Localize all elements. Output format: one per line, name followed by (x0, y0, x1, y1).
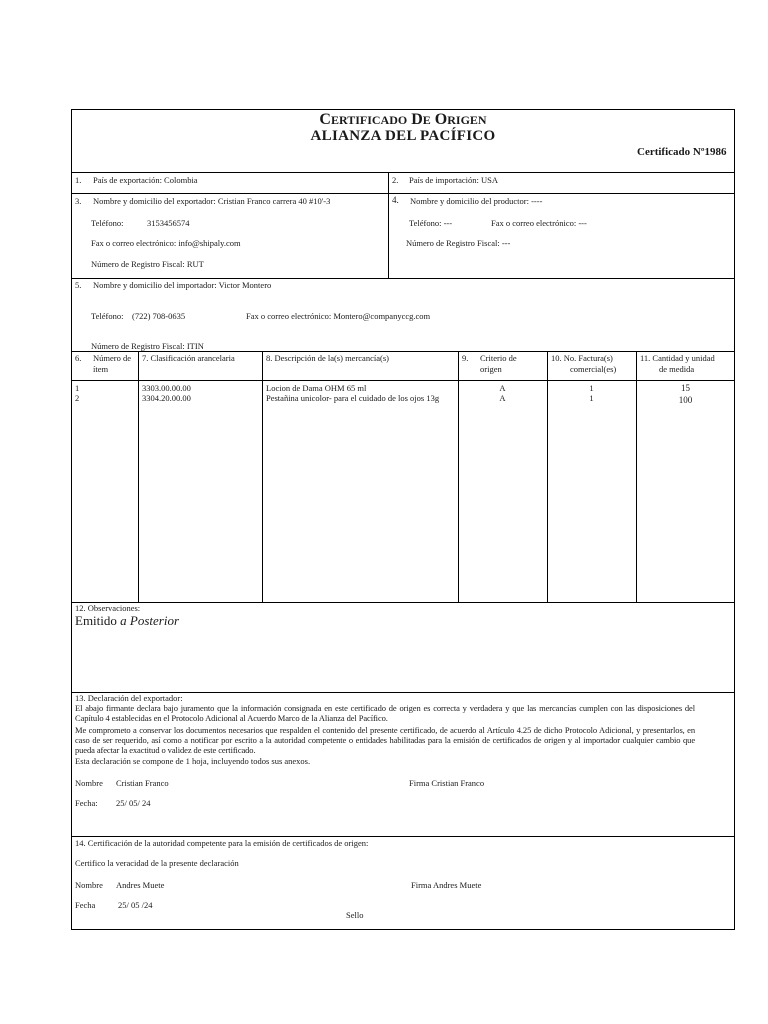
exporter-tax-id: Número de Registro Fiscal: RUT (91, 259, 204, 269)
row-2-invoice: 1 (589, 393, 594, 403)
observations-label: 12. Observaciones: (75, 603, 141, 613)
exporter-declaration-label: 13. Declaración del exportador: (75, 693, 183, 703)
producer-fax-email: Fax o correo electrónico: --- (491, 218, 587, 228)
col-quantity-label-2: de medida (659, 364, 695, 374)
certificate-number: Certificado Nº1986 (637, 146, 727, 158)
section-3-number: 3. (75, 196, 82, 206)
observations-value: Emitido a Posterior (75, 613, 180, 628)
section-5-number: 5. (75, 280, 82, 290)
row-2-description: Pestañina unicolor- para el cuidado de los ojos 13g (266, 393, 440, 403)
divider (71, 193, 735, 194)
authority-name-label: Nombre (75, 880, 103, 890)
col-criterion-label-2: origen (480, 364, 502, 374)
exporter-date-label: Fecha: (75, 798, 98, 808)
section-4-number: 4. (392, 195, 399, 205)
certificate-title: CERTIFICADO DE ORIGEN (319, 111, 487, 128)
exporter-phone-label: Teléfono: (91, 218, 124, 228)
importer-phone-label: Teléfono: (91, 311, 124, 321)
authority-date-label: Fecha (75, 900, 96, 910)
authority-date: 25/ 05 /24 (118, 900, 153, 910)
divider (388, 278, 735, 279)
row-2-criterion: A (499, 393, 506, 403)
authority-signature: Firma Andres Muete (411, 880, 482, 890)
row-1-item: 1 (75, 383, 80, 393)
exporter-signer-name: Cristian Franco (116, 778, 169, 788)
exporter-name-address: Nombre y domicilio del exportador: Cristian Franco carrera 40 #10'-3 (93, 196, 331, 206)
divider (71, 278, 388, 279)
col-item-label-1: Número de (93, 353, 132, 363)
importer-name-address: Nombre y domicilio del importador: Victor Montero (93, 280, 272, 290)
divider (71, 836, 735, 837)
exporter-fax-email: Fax o correo electrónico: info@shipaly.com (91, 238, 241, 248)
col-item-label-2: ítem (93, 364, 109, 374)
declaration-paragraph-2: Me comprometo a conservar los documentos necesarios que respalden el contenido del presente certificado, de acuerdo al Artículo 4.25 de dicho Protocolo Adicional, y presentarlos, en caso de ser requerido, así como a notificar por escrito a la autoridad competente o entidades habilitadas para la emisión de certificados de origen y al importador cualquier cambio que pueda afectar la exactitud o validez de este certificado. (75, 725, 695, 755)
declaration-paragraph-1: El abajo firmante declara bajo juramento que la información consignada en este certificado de origen es correcta y verdadera y que las mercancías cumplen con las disposiciones del Capítulo 4 establecidas en el Protocolo Adicional al Acuerdo Marco de la Alianza del Pacífico. (75, 703, 695, 723)
producer-tax-id: Número de Registro Fiscal: --- (406, 238, 511, 248)
importer-phone: (722) 708-0635 (132, 311, 186, 321)
producer-name-address: Nombre y domicilio del productor: ---- (410, 196, 543, 206)
section-1-number: 1. (75, 175, 82, 185)
col-description: 8. Descripción de la(s) mercancía(s) (266, 353, 389, 363)
col-quantity-label-1: 11. Cantidad y unidad (640, 353, 715, 363)
col-criterion-label-1: Criterio de (480, 353, 517, 363)
col-tariff: 7. Clasificación arancelaria (142, 353, 235, 363)
divider (388, 172, 389, 278)
exporter-signature: Firma Cristian Franco (409, 778, 485, 788)
col-invoice-label-2: comercial(es) (570, 364, 617, 374)
authority-certification-label: 14. Certificación de la autoridad competente para la emisión de certificados de origen: (75, 838, 369, 848)
producer-phone: Teléfono: --- (409, 218, 453, 228)
row-1-criterion: A (499, 383, 506, 393)
seal-label: Sello (346, 910, 364, 920)
certificate-subtitle: ALIANZA DEL PACÍFICO (310, 128, 496, 144)
col-item-number: 6. (75, 353, 82, 363)
import-country: País de importación: USA (409, 175, 499, 185)
authority-statement: Certifico la veracidad de la presente declaración (75, 858, 239, 868)
row-1-invoice: 1 (589, 383, 594, 393)
importer-fax-email: Fax o correo electrónico: Montero@companyccg.com (246, 311, 431, 321)
col-criterion-number: 9. (462, 353, 469, 363)
declaration-paragraph-3: Esta declaración se compone de 1 hoja, incluyendo todos sus anexos. (75, 756, 311, 766)
row-2-item: 2 (75, 393, 80, 403)
row-1-quantity: 15 (681, 383, 690, 393)
exporter-phone: 3153456574 (147, 218, 190, 228)
col-invoice-label-1: 10. No. Factura(s) (551, 353, 613, 363)
divider (71, 172, 735, 173)
row-2-quantity: 100 (678, 395, 693, 405)
export-country: País de exportación: Colombia (93, 175, 198, 185)
row-2-tariff: 3304.20.00.00 (142, 393, 191, 403)
divider (262, 351, 263, 602)
exporter-date: 25/ 05/ 24 (116, 798, 151, 808)
row-1-tariff: 3303.00.00.00 (142, 383, 191, 393)
row-1-description: Locion de Dama OHM 65 ml (266, 383, 367, 393)
authority-signer-name: Andres Muete (116, 880, 165, 890)
divider (138, 351, 139, 602)
exporter-name-label: Nombre (75, 778, 103, 788)
section-2-number: 2. (392, 175, 399, 185)
importer-tax-id: Número de Registro Fiscal: ITIN (91, 341, 204, 351)
divider (71, 602, 735, 603)
